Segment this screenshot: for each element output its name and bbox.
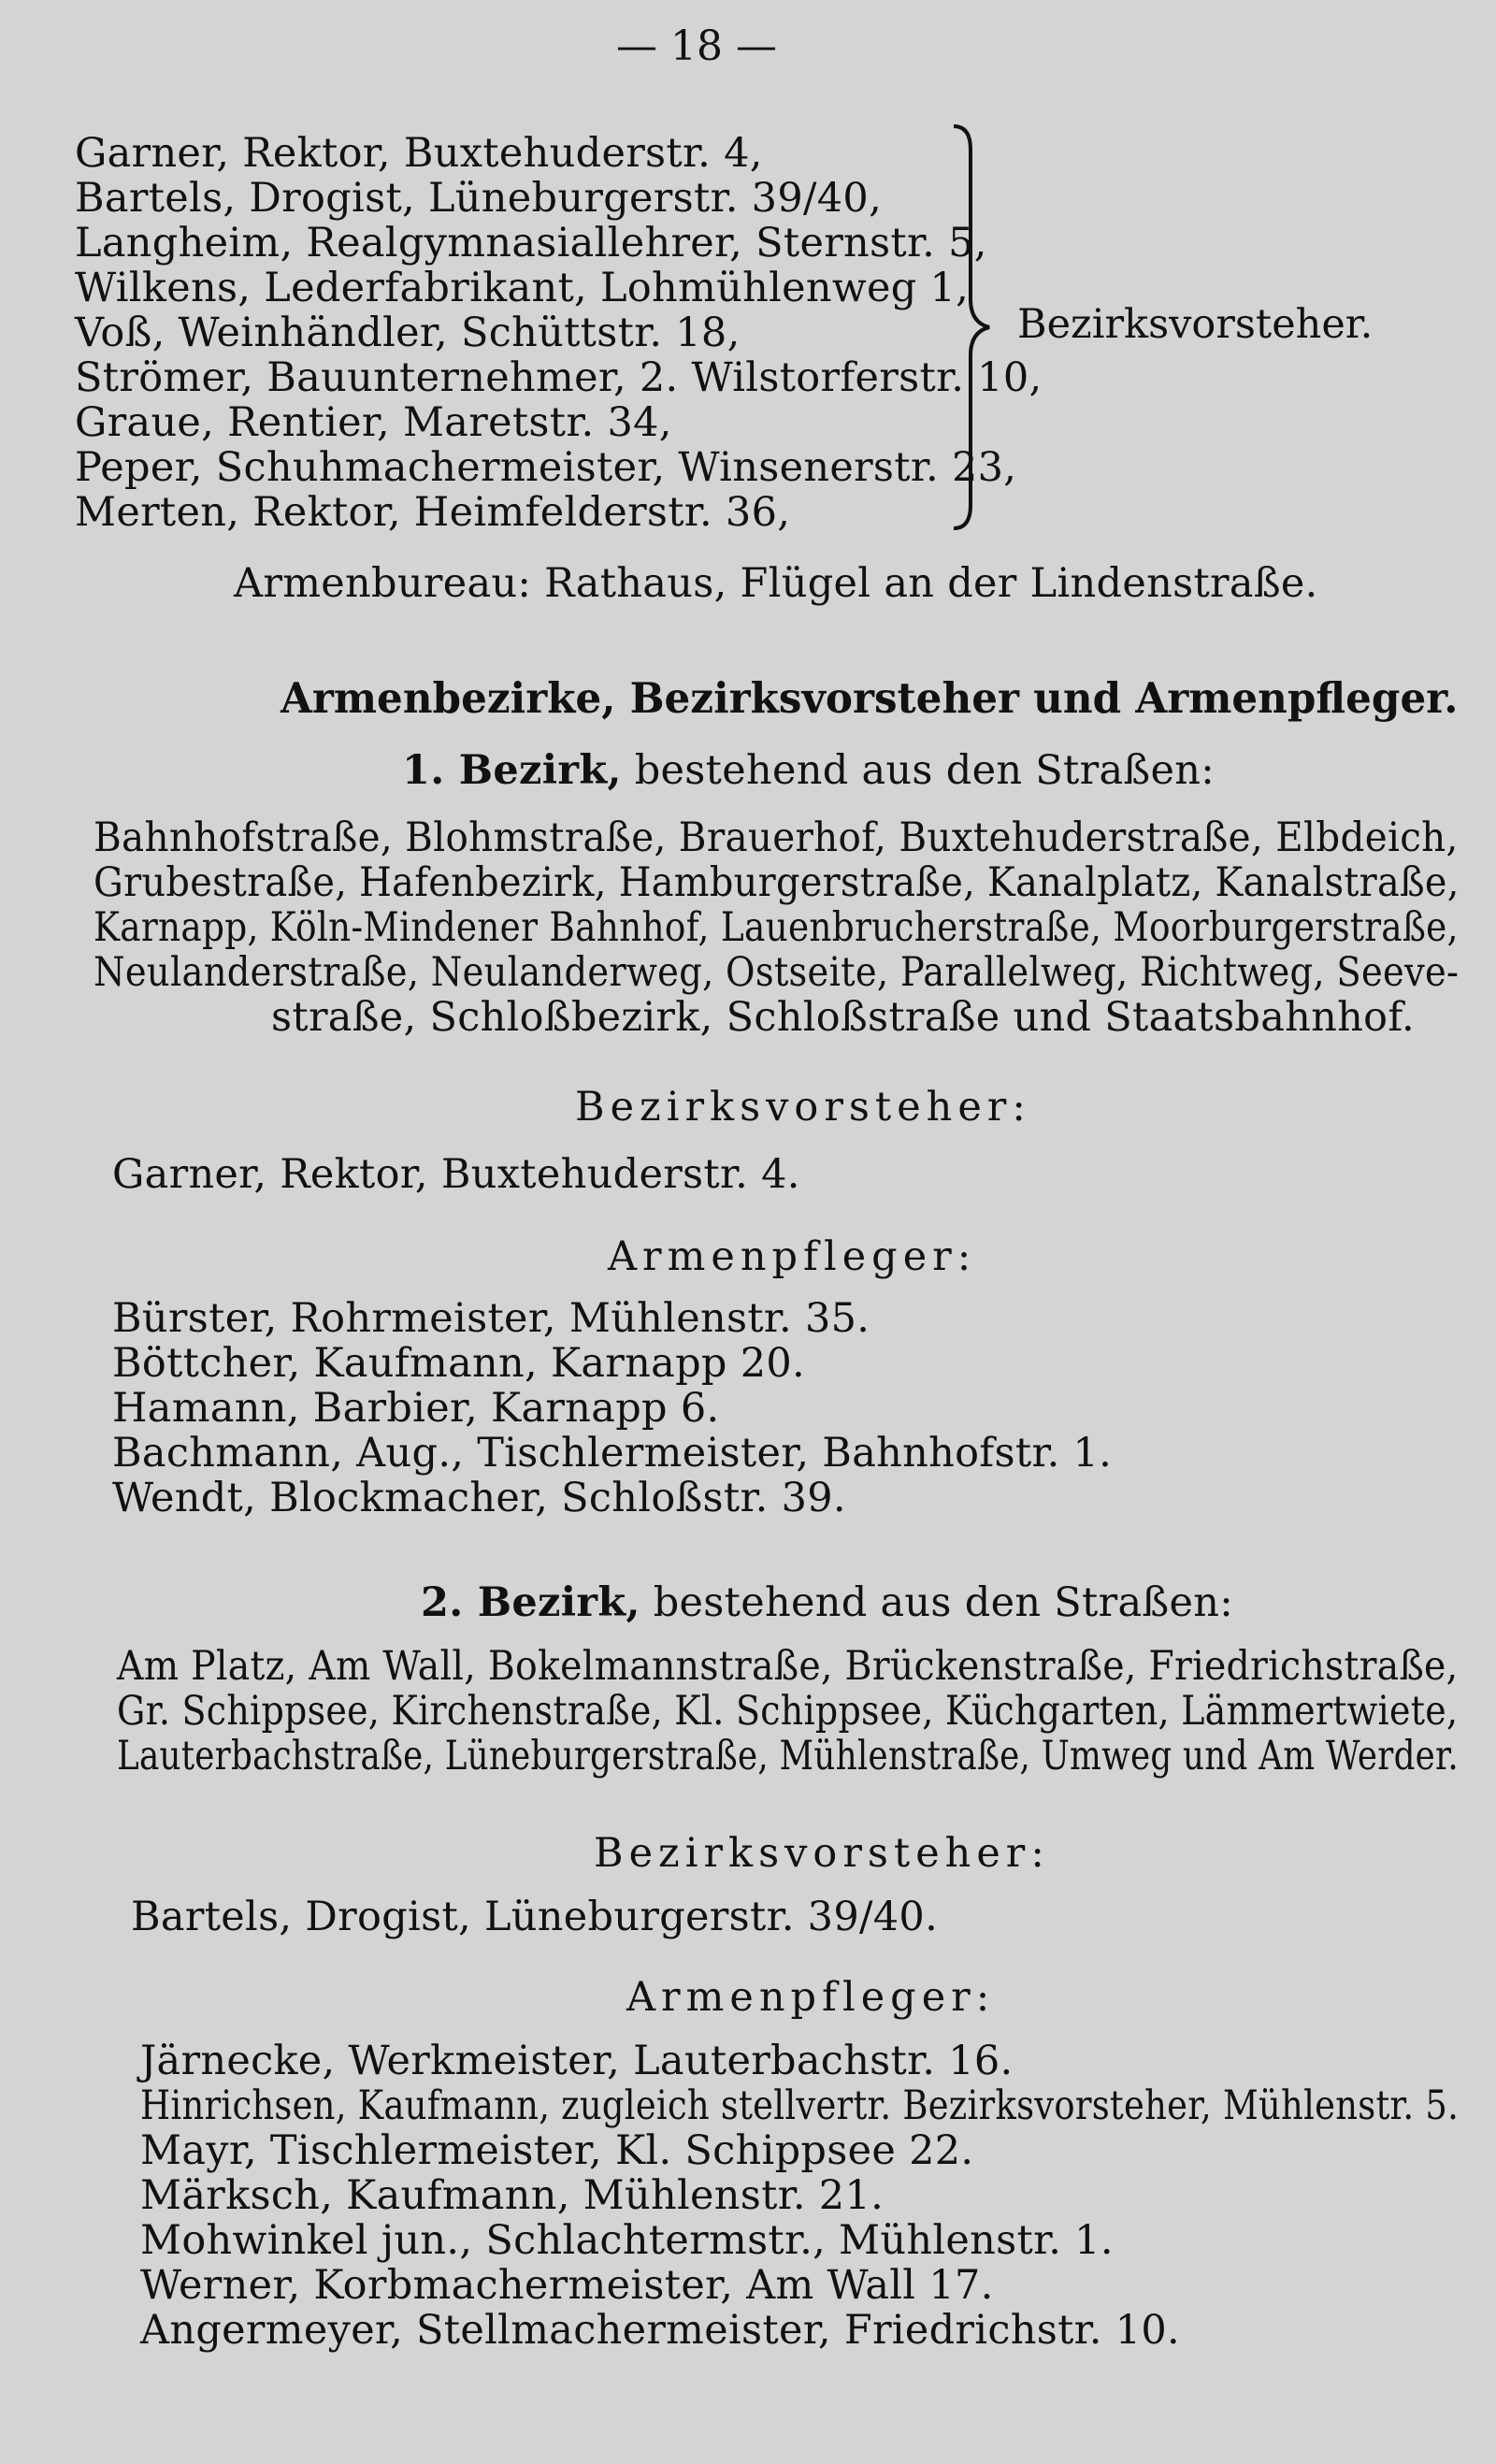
district-heading — [421, 1580, 1233, 1625]
pfleger-entry: Bachmann, Aug., Tischlermeister, Bahnhofstr. 1. — [112, 1430, 1113, 1477]
pfleger-entry: Werner, Korbmachermeister, Am Wall 17. — [140, 2262, 994, 2309]
vorsteher-entry: Garner, Rektor, Buxtehuderstr. 4. — [112, 1151, 800, 1198]
pfleger-entry: Järnecke, Werkmeister, Lauterbachstr. 16. — [140, 2038, 1014, 2084]
district-heading-rest: bestehend aus den Straßen: — [621, 747, 1215, 794]
street-line: Am Platz, Am Wall, Bokelmannstraße, Brückenstraße, Friedrichstraße, — [117, 1643, 1459, 1690]
street-line: Gr. Schippsee, Kirchenstraße, Kl. Schippsee, Küchgarten, Lämmertwiete, — [117, 1688, 1459, 1735]
pfleger-entry: Mayr, Tischlermeister, Kl. Schippsee 22. — [140, 2127, 974, 2174]
vorsteher-label: Bezirksvorsteher: — [594, 1830, 1050, 1877]
pfleger-entry: Bürster, Rohrmeister, Mühlenstr. 35. — [112, 1295, 870, 1342]
street-line: Grubestraße, Hafenbezirk, Hamburgerstraße, Kanalplatz, Kanalstraße, — [94, 859, 1460, 906]
brace-label: Bezirksvorsteher. — [1017, 301, 1374, 348]
pfleger-entry: Mohwinkel jun., Schlachtermstr., Mühlenstr. 1. — [140, 2217, 1114, 2264]
list-item: Wilkens, Lederfabrikant, Lohmühlenweg 1, — [75, 265, 970, 311]
street-line: Lauterbachstraße, Lüneburgerstraße, Mühlenstraße, Umweg und Am Werder. — [117, 1733, 1460, 1780]
pfleger-entry: Angermeyer, Stellmachermeister, Friedrichstr. 10. — [140, 2307, 1181, 2354]
street-line: Karnapp, Köln-Mindener Bahnhof, Lauenbrucherstraße, Moorburgerstraße, — [94, 904, 1459, 951]
district-number: 1. Bezirk, — [402, 747, 622, 794]
list-item: Bartels, Drogist, Lüneburgerstr. 39/40, — [75, 175, 883, 222]
street-line: Neulanderstraße, Neulanderweg, Ostseite, Parallelweg, Richtweg, Seeve- — [94, 949, 1460, 996]
vorsteher-label: Bezirksvorsteher: — [575, 1084, 1031, 1131]
list-item: Merten, Rektor, Heimfelderstr. 36, — [75, 489, 791, 536]
list-item: Voß, Weinhändler, Schüttstr. 18, — [75, 310, 741, 356]
pfleger-entry: Märksch, Kaufmann, Mühlenstr. 21. — [140, 2172, 885, 2219]
list-item: Garner, Rektor, Buxtehuderstr. 4, — [75, 130, 763, 177]
pfleger-entry: Wendt, Blockmacher, Schloßstr. 39. — [112, 1475, 846, 1521]
armenbureau-line: Armenbureau: Rathaus, Flügel an der Lindenstraße. — [234, 560, 1318, 607]
street-line: straße, Schloßbezirk, Schloßstraße und Staatsbahnhof. — [271, 994, 1415, 1041]
vorsteher-entry: Bartels, Drogist, Lüneburgerstr. 39/40. — [131, 1894, 939, 1940]
list-item: Langheim, Realgymnasiallehrer, Sternstr. 5, — [75, 220, 987, 267]
pfleger-label: Armenpfleger: — [608, 1233, 977, 1280]
list-item: Graue, Rentier, Maretstr. 34, — [75, 399, 672, 446]
section-title: Armenbezirke, Bezirksvorsteher und Armenpfleger. — [280, 673, 1459, 723]
list-item: Strömer, Bauunternehmer, 2. Wilstorferstr. 10, — [75, 354, 1043, 401]
pfleger-entry: Hinrichsen, Kaufmann, zugleich stellvertr. Bezirksvorsteher, Mühlenstr. 5. — [140, 2082, 1460, 2129]
district-number: 2. Bezirk, — [421, 1579, 640, 1626]
street-line: Bahnhofstraße, Blohmstraße, Brauerhof, Buxtehuderstraße, Elbdeich, — [94, 814, 1459, 861]
pfleger-entry: Böttcher, Kaufmann, Karnapp 20. — [112, 1340, 805, 1387]
curly-brace — [944, 122, 1000, 533]
page-number: — 18 — — [616, 22, 777, 70]
pfleger-label: Armenpfleger: — [626, 1974, 996, 2021]
district-heading — [402, 748, 1215, 793]
district-heading-rest: bestehend aus den Straßen: — [640, 1579, 1233, 1626]
list-item: Peper, Schuhmachermeister, Winsenerstr. 23, — [75, 444, 1017, 491]
pfleger-entry: Hamann, Barbier, Karnapp 6. — [112, 1385, 720, 1432]
